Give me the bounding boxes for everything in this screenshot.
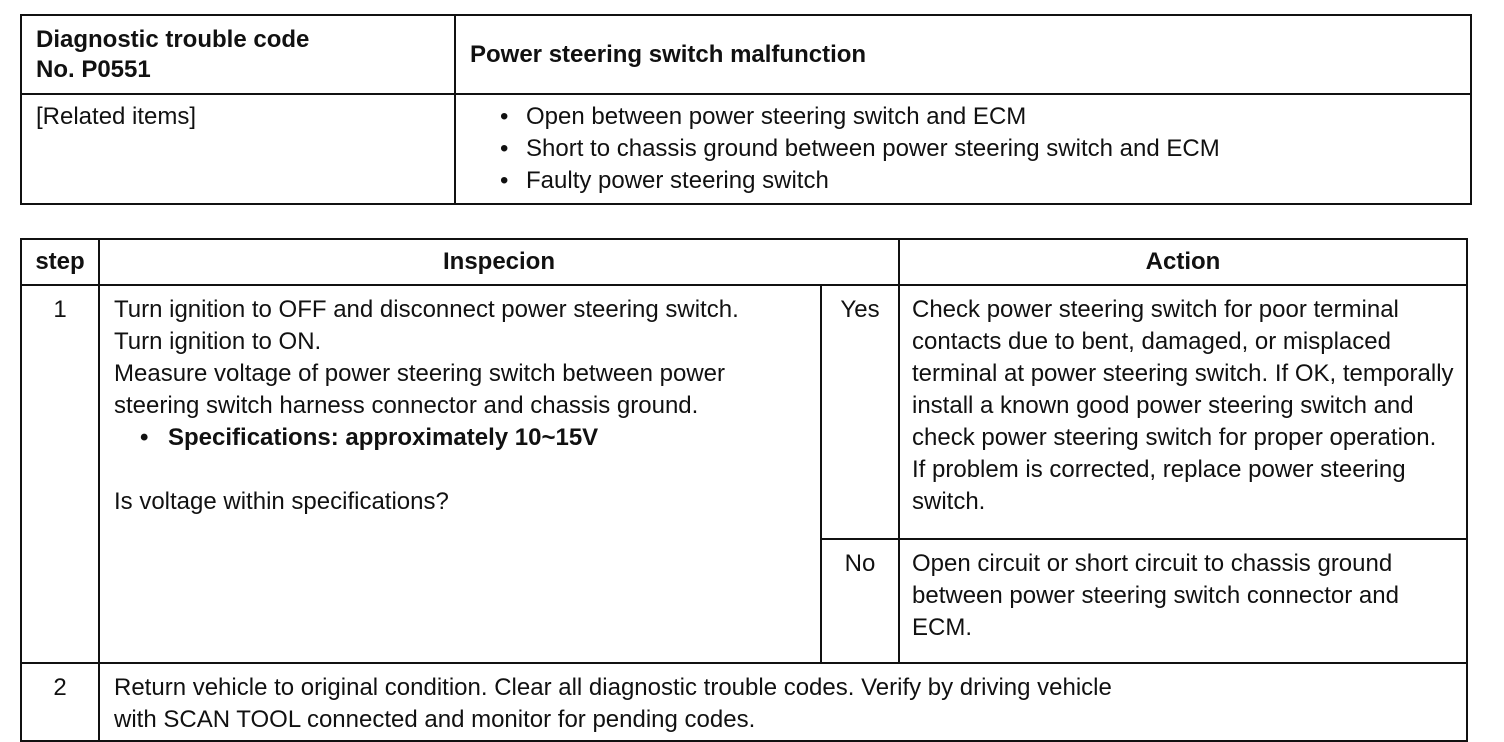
step-2-row — [21, 663, 1467, 741]
dtc-code: No. P0551 — [36, 55, 151, 83]
inspection-line: Turn ignition to OFF and disconnect power steering switch. — [114, 296, 739, 323]
dtc-code-cell — [21, 15, 455, 94]
step-1-no-action: Open circuit or short circuit to chassis ground between power steering switch connector and ECM. — [899, 539, 1467, 663]
dtc-info-table — [20, 14, 1472, 205]
inspection-line: Turn ignition to ON. — [114, 328, 322, 355]
step-2-instruction — [99, 663, 1467, 741]
bullet-icon: • — [140, 424, 149, 451]
specification-text: Specifications: approximately 10~15V — [168, 424, 599, 451]
dtc-title: Power steering switch malfunction — [470, 40, 867, 68]
related-list-cell — [455, 94, 1471, 204]
spacer — [114, 454, 810, 486]
procedure-header-row — [21, 239, 1467, 285]
step-2-number: 2 — [21, 663, 99, 741]
step-header: step — [21, 239, 99, 285]
dtc-title-cell — [455, 15, 1471, 94]
step-1-no-label: No — [821, 539, 899, 663]
related-item: • Faulty power steering switch — [526, 165, 1470, 197]
step-2-line: with SCAN TOOL connected and monitor for pending codes. — [114, 706, 756, 733]
step-1-inspection — [99, 285, 821, 663]
inspection-question: Is voltage within specifications? — [114, 488, 449, 515]
related-items-label: [Related items] — [36, 103, 197, 130]
specification-line — [114, 422, 810, 454]
step-1-yes-label: Yes — [821, 285, 899, 539]
related-items-row — [21, 94, 1471, 204]
dtc-header-row — [21, 15, 1471, 94]
step-1-yes-action: Check power steering switch for poor terminal contacts due to bent, damaged, or misplaced terminal at power steering switch. If OK, temporally install a known good power steering switch and check power steering switch for proper operation. If problem is corrected, replace power steering switch. — [899, 285, 1467, 539]
procedure-table — [20, 238, 1468, 742]
inspection-line: Measure voltage of power steering switch between power — [114, 360, 725, 387]
inspection-header: Inspecion — [99, 239, 899, 285]
action-header: Action — [899, 239, 1467, 285]
dtc-label: Diagnostic trouble code — [36, 25, 310, 53]
related-item: • Open between power steering switch and ECM — [526, 101, 1470, 133]
related-label-cell — [21, 94, 455, 204]
step-2-line: Return vehicle to original condition. Clear all diagnostic trouble codes. Verify by driving vehicle — [114, 674, 1112, 701]
related-items-list — [456, 95, 1470, 197]
related-item: • Short to chassis ground between power steering switch and ECM — [526, 133, 1470, 165]
step-1-number: 1 — [21, 285, 99, 663]
inspection-line: steering switch harness connector and chassis ground. — [114, 392, 699, 419]
step-1-yes-row — [21, 285, 1467, 539]
